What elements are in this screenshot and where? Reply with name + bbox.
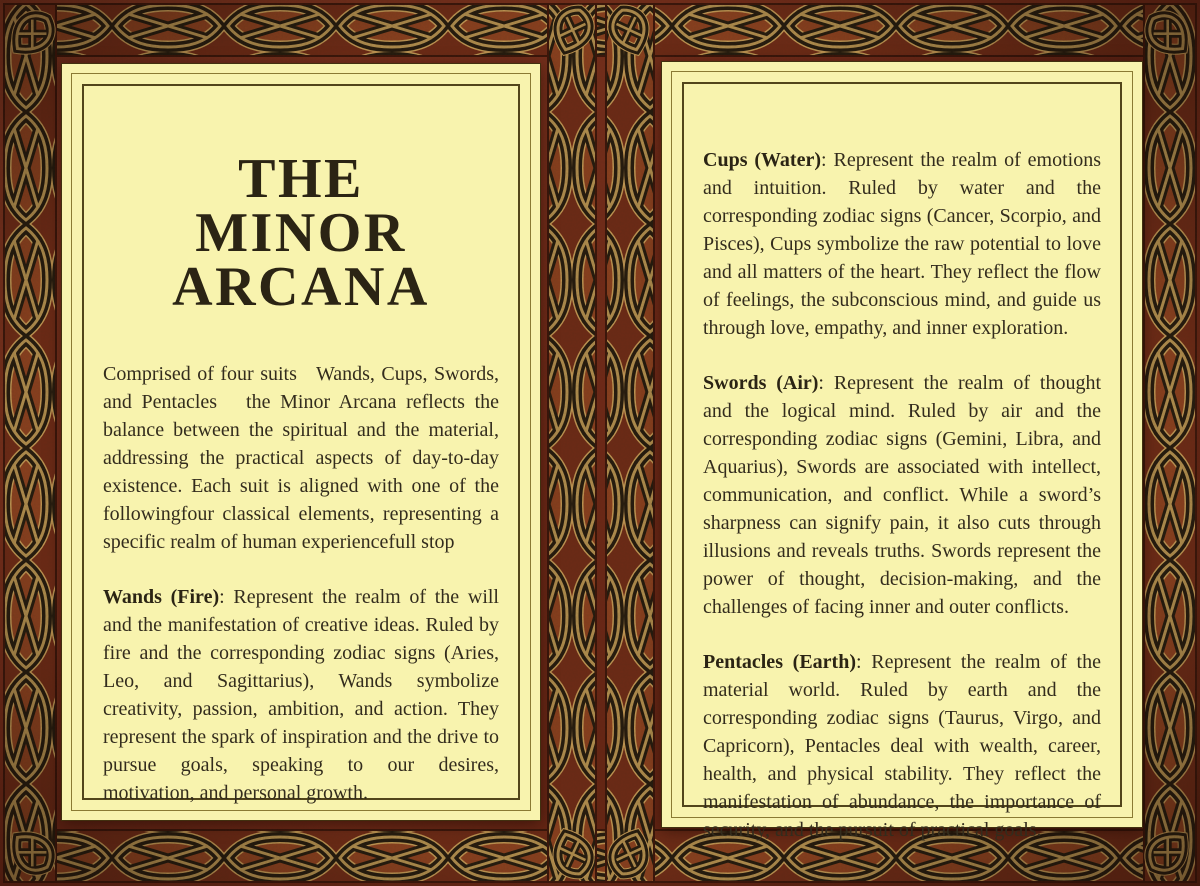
section-pentacles-body: : Represent the realm of the material world. Ruled by earth and the corresponding zodiac signs (Taurus, Virgo, and Capricorn), Pentacles deal with wealth, career, health, and physical stability. They reflect the manifestation of abundance, the importance of security, and the pursuit of practical goals. [703, 651, 1101, 841]
intro-paragraph: Comprised of four suits Wands, Cups, Swords, and Pentacles the Minor Arcana reflects the balance between the spiritual and the material, addressing the practical aspects of day-to-day existence. Each suit is aligned with one of the followingfour classical elements, representing a specific realm of human experiencefull stop [103, 363, 504, 553]
page-title [103, 148, 499, 318]
section-pentacles-lead: Pentacles (Earth) [703, 651, 856, 673]
section-wands [103, 583, 499, 807]
section-swords-body: : Represent the realm of thought and the logical mind. Ruled by air and the corresponding zodiac signs (Gemini, Libra, and Aquarius), Swords are associated with intellect, communication, and conflict. While a sword’s sharpness can signify pain, it also cuts through illusions and reveals truths. Swords represent the power of thought, decision-making, and the challenges of facing inner and outer conflicts. [703, 372, 1102, 618]
left-page-content [84, 86, 518, 804]
section-swords-lead: Swords (Air) [703, 372, 819, 394]
right-page [662, 62, 1142, 841]
title-line-2: MINOR [195, 202, 407, 264]
section-cups [703, 146, 1101, 342]
section-wands-body: : Represent the realm of the will and the manifestation of creative ideas. Ruled by fire and the corresponding zodiac signs (Aries, Leo, and Sagittarius), Wands symbolize creativity, passion, ambition, and action. They represent the spark of inspiration and the drive to pursue goals, speaking to our desires, motivation, and personal growth. [103, 586, 499, 804]
title-line-3: ARCANA [172, 256, 430, 318]
title-line-1: THE [238, 148, 364, 210]
section-wands-lead: Wands (Fire) [103, 586, 220, 608]
left-page [62, 64, 540, 820]
section-cups-body: : Represent the realm of emotions and intuition. Ruled by water and the corresponding zodiac signs (Cancer, Scorpio, and Pisces), Cups symbolize the raw potential to love and all matters of the heart. They reflect the flow of feelings, the subconscious mind, and guide us through love, empathy, and inner exploration. [703, 149, 1101, 339]
section-pentacles [703, 648, 1101, 844]
section-swords [703, 369, 1101, 621]
right-page-content [684, 84, 1120, 841]
section-cups-lead: Cups (Water) [703, 149, 822, 171]
